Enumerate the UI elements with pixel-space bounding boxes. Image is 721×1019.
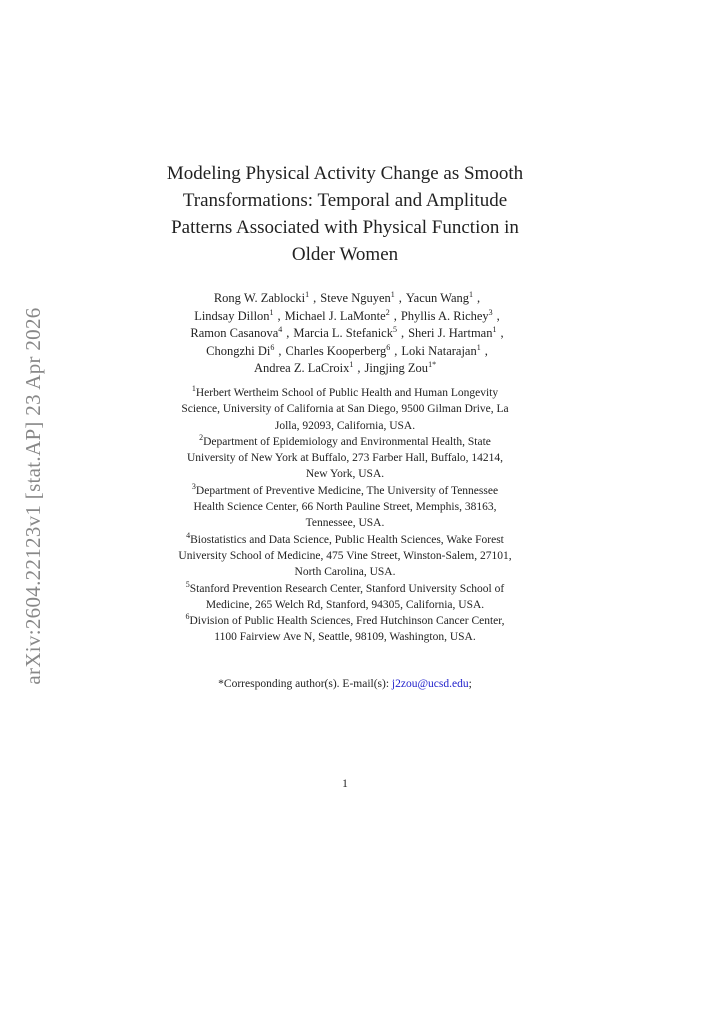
author-name: Loki Natarajan (401, 343, 477, 358)
affiliation-line (132, 564, 558, 580)
affiliation-line (132, 450, 558, 466)
author (365, 361, 437, 375)
author (408, 326, 496, 340)
title-line: Older Women (291, 244, 399, 265)
author (194, 309, 273, 323)
affiliation-line (132, 629, 558, 645)
affiliation (132, 434, 558, 483)
author-name: Michael J. LaMonte (284, 308, 386, 323)
author (286, 344, 391, 358)
affiliation (132, 532, 558, 581)
corresponding-suffix: ; (468, 678, 472, 690)
author-line: Chongzhi Di$^6$ , Charles Kooperberg$^6$ , Loki Natarajan$^1$ , (206, 342, 488, 358)
author-name: Ramon Casanova (190, 326, 279, 340)
author-name: Marcia L. Stefanick (293, 326, 393, 340)
affiliation-text: Health Science Center, 66 North Pauline Street, Memphis, 38163, (193, 501, 497, 514)
author-affiliation-mark: 2 (385, 307, 390, 317)
title-line: Modeling Physical Activity Change as Smooth (166, 163, 524, 184)
corresponding-author (120, 676, 570, 692)
author (406, 291, 473, 305)
author-name: Jingjing Zou (364, 361, 429, 375)
affiliation-text: North Carolina, USA. (294, 566, 396, 579)
affiliation-text: Medicine, 265 Welch Rd, Stanford, 94305, California, USA. (205, 598, 485, 611)
affiliation-line (132, 499, 558, 515)
affiliation-text: 1100 Fairview Ave N, Seattle, 98109, Washington, USA. (214, 631, 476, 644)
author (190, 326, 282, 340)
affiliation-line (132, 401, 558, 417)
affiliation-text: Division of Public Health Sciences, Fred Hutchinson Cancer Center, (189, 615, 505, 628)
author-line: Lindsay Dillon$^1$ , Michael J. LaMonte$^2$ , Phyllis A. Richey$^3$ , (194, 307, 500, 323)
author (254, 361, 353, 375)
author-name: Sheri J. Hartman (408, 326, 493, 340)
corresponding-label: *Corresponding author(s). E-mail(s): (218, 678, 392, 690)
author-name: Phyllis A. Richey (400, 308, 489, 323)
affiliation-number: 4 (186, 530, 191, 540)
author-affiliation-mark: 6 (386, 342, 391, 352)
author-affiliation-mark: 1 (476, 342, 481, 352)
affiliation-line (132, 597, 558, 613)
author-affiliation-mark: 1 (269, 307, 274, 317)
affiliation-text: Department of Epidemiology and Environmental Health, State (203, 435, 491, 448)
author (214, 291, 309, 305)
affiliation-line (132, 532, 558, 548)
affiliation-text: Science, University of California at San Diego, 9500 Gilman Drive, La (181, 403, 509, 416)
author (401, 344, 480, 358)
affiliation-line (132, 581, 558, 597)
affiliation-line (132, 418, 558, 434)
author-name: Chongzhi Di (206, 343, 271, 358)
author-line: Ramon Casanova$^4$ , Marcia L. Stefanick$^5$ , Sheri J. Hartman$^1$ , (190, 324, 504, 340)
author-affiliation-mark: 5 (392, 324, 397, 334)
author-affiliation-mark: 1 (492, 324, 497, 334)
author-affiliation-mark: 1 (349, 359, 354, 369)
affiliation-number: 5 (185, 579, 190, 589)
affiliation-text: University School of Medicine, 475 Vine Street, Winston-Salem, 27101, (178, 549, 512, 562)
author (206, 344, 274, 358)
affiliation-text: Herbert Wertheim School of Public Health and Human Longevity (195, 387, 499, 399)
affiliation (132, 483, 558, 532)
author-line: Andrea Z. LaCroix$^1$ , Jingjing Zou$^{1*}$ (253, 359, 437, 375)
author (320, 291, 394, 305)
author (293, 326, 397, 340)
affiliation-text: Jolla, 92093, California, USA. (274, 419, 416, 432)
author-name: Steve Nguyen (320, 291, 391, 305)
author-affiliation-mark: 6 (270, 342, 275, 352)
page-number: 1 (342, 778, 348, 790)
author-name: Rong W. Zablocki (213, 291, 306, 305)
author-affiliation-mark: 1 (390, 289, 395, 299)
affiliation-number: 1 (191, 384, 196, 394)
affiliation-text: University of New York at Buffalo, 273 Farber Hall, Buffalo, 14214, (186, 452, 504, 465)
affiliation-text: New York, USA. (305, 468, 385, 481)
author-affiliation-mark: 4 (278, 324, 283, 334)
affiliation-line (132, 613, 558, 629)
affiliation (132, 385, 558, 434)
affiliation-line (132, 466, 558, 482)
author-affiliation-mark: 1* (428, 359, 437, 369)
affiliation-line (132, 483, 558, 499)
affiliation-number: 2 (199, 433, 204, 443)
affiliation (132, 613, 558, 646)
affiliation-number: 3 (191, 481, 196, 491)
affiliation-line (132, 385, 558, 401)
author-affiliation-mark: 1 (305, 289, 310, 299)
author-name: Andrea Z. LaCroix (253, 361, 350, 375)
affiliation-text: Stanford Prevention Research Center, Stanford University School of (189, 582, 505, 595)
author-name: Charles Kooperberg (285, 343, 387, 358)
affiliation-number: 6 (185, 612, 190, 622)
affiliation-line (132, 434, 558, 450)
affiliation-line (132, 548, 558, 564)
title-line: Patterns Associated with Physical Function in (171, 217, 519, 238)
email-link[interactable]: j2zou@ucsd.edu (391, 678, 469, 690)
affiliation-text: Tennessee, USA. (305, 517, 385, 530)
affiliation-line (132, 515, 558, 531)
author-line: Rong W. Zablocki$^1$ , Steve Nguyen$^1$ , Yacun Wang$^1$ , (213, 289, 481, 305)
affiliation-text: Department of Preventive Medicine, The University of Tennessee (195, 484, 499, 497)
arxiv-stamp: arXiv:2604.22123v1 [stat.AP] 23 Apr 2026 (21, 307, 45, 685)
author-name: Lindsay Dillon (194, 308, 270, 323)
author-list (120, 290, 570, 378)
author (285, 309, 390, 323)
paper-title (120, 160, 570, 268)
author-affiliation-mark: 1 (469, 289, 474, 299)
author (401, 309, 493, 323)
affiliation-list (132, 385, 558, 646)
affiliation (132, 581, 558, 614)
title-line: Transformations: Temporal and Amplitude (182, 190, 508, 211)
author-affiliation-mark: 3 (488, 307, 493, 317)
author-name: Yacun Wang (405, 291, 470, 305)
affiliation-text: Biostatistics and Data Science, Public Health Sciences, Wake Forest (190, 533, 504, 546)
